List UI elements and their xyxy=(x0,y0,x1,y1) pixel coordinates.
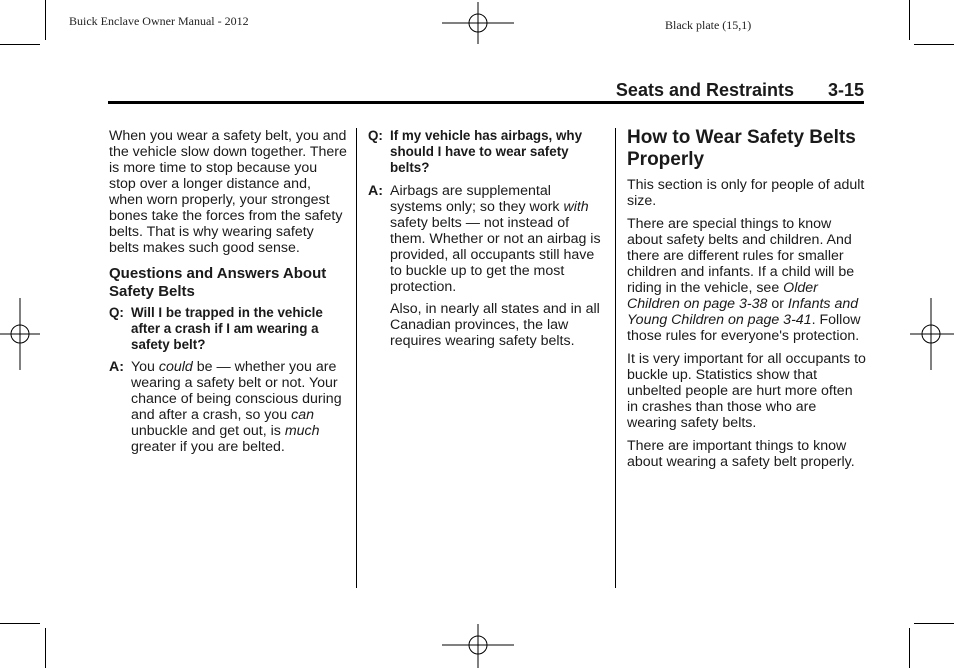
paragraph: There are special things to know about safety belts and children. And there are different rules for smaller children and infants. If a child will be riding in the vehicle, see Older Children on page 3-38 or Infants and Young Children on page 3-41. Follow those rules for everyone's protection. xyxy=(627,216,861,344)
question xyxy=(109,305,347,353)
crop-mark xyxy=(914,623,954,624)
paragraph: This section is only for people of adult size. xyxy=(627,177,865,209)
crop-mark xyxy=(0,44,40,45)
section-rule xyxy=(108,101,864,104)
plate-label: Black plate (15,1) xyxy=(665,18,752,32)
crop-mark xyxy=(909,628,910,668)
answer xyxy=(368,183,604,295)
page-number: 3-15 xyxy=(827,80,864,100)
answer-text: Airbags are supplemental systems only; so they work with safety belts — not instead of them. Whether or not an airbag is provided, all occupants still have to buckle up to get the most protection. xyxy=(390,183,601,295)
crop-mark xyxy=(0,623,40,624)
cross-reference-link[interactable]: Older Children on page 3-38 xyxy=(627,280,818,312)
cross-reference-link[interactable]: Infants and Young Children on page 3-41 xyxy=(627,296,859,328)
question xyxy=(368,128,604,176)
column-3 xyxy=(627,127,867,477)
registration-mark-icon xyxy=(442,624,514,668)
question-tag: Q: xyxy=(109,305,124,320)
answer-tag: A: xyxy=(368,183,383,199)
manual-title: Buick Enclave Owner Manual - 2012 xyxy=(69,14,249,28)
registration-mark-icon xyxy=(0,298,40,370)
column-divider xyxy=(356,128,357,588)
answer-continuation: Also, in nearly all states and in all Canadian provinces, the law requires wearing safety belts. xyxy=(390,301,600,349)
paragraph: It is very important for all occupants to buckle up. Statistics show that unbelted people are hurt more often in crashes than those who are wearing safety belts. xyxy=(627,351,866,431)
crop-mark xyxy=(45,628,46,668)
crop-mark xyxy=(909,0,910,40)
registration-mark-icon xyxy=(910,298,954,370)
crop-mark xyxy=(45,0,46,40)
intro-paragraph: When you wear a safety belt, you and the vehicle slow down together. There is more time to stop because you stop over a longer distance and, when worn properly, your strongest bones take the forces from the safety belts. That is why wearing safety belts makes such good sense. xyxy=(109,128,347,256)
crop-mark xyxy=(914,44,954,45)
qa-subheading: Questions and Answers About Safety Belts xyxy=(109,265,327,300)
answer xyxy=(109,359,347,455)
column-divider xyxy=(615,128,616,588)
paragraph: There are important things to know about wearing a safety belt properly. xyxy=(627,438,855,470)
column-1 xyxy=(109,128,347,461)
question-tag: Q: xyxy=(368,128,383,143)
section-title: Seats and Restraints xyxy=(615,80,794,100)
question-text: Will I be trapped in the vehicle after a crash if I am wearing a safety belt? xyxy=(131,305,323,352)
question-text: If my vehicle has airbags, why should I have to wear safety belts? xyxy=(390,128,583,175)
topic-heading: How to Wear Safety Belts Properly xyxy=(627,127,856,170)
answer-tag: A: xyxy=(109,359,124,375)
column-2 xyxy=(368,128,604,356)
registration-mark-icon xyxy=(442,2,514,44)
answer-text: You could be — whether you are wearing a safety belt or not. Your chance of being conscious during and after a crash, so you can unbuckle and get out, is much greater if you are belted. xyxy=(131,359,342,455)
